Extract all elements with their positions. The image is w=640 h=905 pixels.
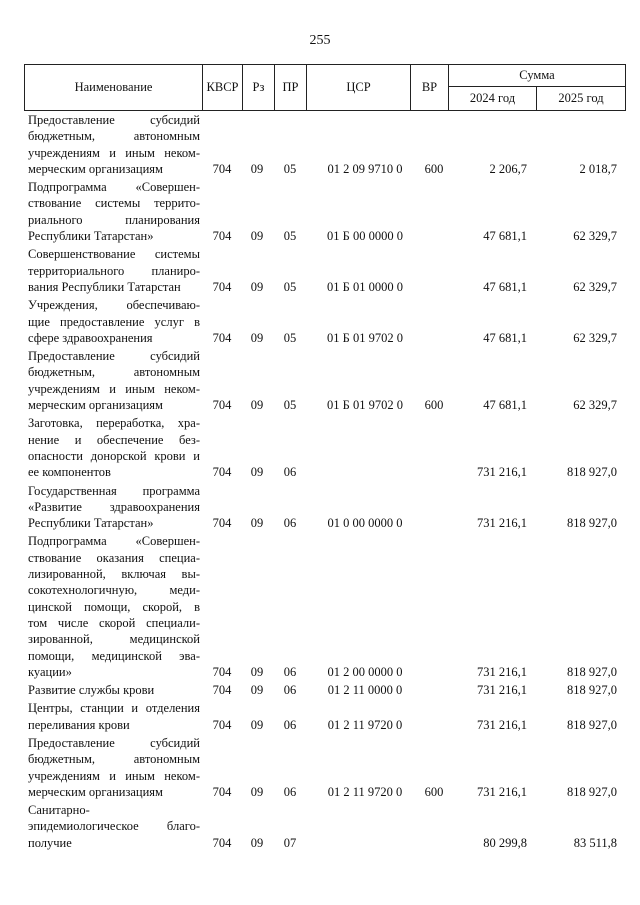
row-rz: 09: [250, 835, 264, 850]
row-sum-2025: 62 329,7: [573, 398, 617, 413]
header-year-2024: 2024 год: [449, 87, 537, 111]
row-name-line: помощи, медицинской эва-: [28, 648, 200, 663]
row-sum-2025: 62 329,7: [573, 229, 617, 244]
table-row: [24, 735, 625, 800]
table-row: [24, 700, 625, 733]
row-name-line: том числе скорой специали-: [28, 615, 200, 630]
table-row: [24, 297, 625, 346]
row-rz: 09: [250, 516, 264, 531]
row-name-line: бюджетным, автономным: [28, 365, 200, 380]
row-sum-2025: 818 927,0: [567, 717, 617, 732]
row-name-line: нение и обеспечение без-: [28, 432, 200, 447]
row-kvsr: 704: [212, 161, 232, 176]
row-pr: 06: [283, 683, 297, 698]
row-name-line: сфере здравоохранения: [28, 330, 153, 345]
row-pr: 05: [283, 229, 297, 244]
header-vr: ВР: [411, 65, 449, 111]
row-name-line: куации»: [28, 664, 72, 679]
row-sum-2025: 818 927,0: [567, 683, 617, 698]
row-sum-2024: 731 216,1: [477, 784, 527, 799]
row-csr: 01 Б 01 9702 0: [327, 330, 403, 345]
table-row: [24, 533, 625, 680]
row-csr: 01 Б 00 0000 0: [327, 229, 403, 244]
row-kvsr: 704: [212, 717, 232, 732]
page-number: 255: [309, 33, 331, 48]
row-name: [24, 483, 200, 532]
row-rz: 09: [250, 229, 264, 244]
row-name: [24, 682, 200, 698]
row-kvsr: 704: [212, 516, 232, 531]
row-name: [24, 802, 200, 851]
table-row: [24, 348, 625, 413]
row-name-line: опасности донорской крови и: [28, 448, 200, 463]
row-rz: 09: [250, 330, 264, 345]
row-pr: 06: [283, 465, 297, 480]
row-sum-2024: 731 216,1: [477, 683, 527, 698]
row-sum-2024: 47 681,1: [483, 279, 527, 294]
row-csr: 01 0 00 0000 0: [327, 516, 403, 531]
row-sum-2024: 731 216,1: [477, 664, 527, 679]
row-kvsr: 704: [212, 835, 232, 850]
row-sum-2024: 731 216,1: [477, 516, 527, 531]
row-sum-2025: 818 927,0: [567, 516, 617, 531]
header-sum: Сумма: [449, 65, 626, 87]
row-name-line: сокотехнологичную, меди-: [28, 583, 200, 598]
row-sum-2024: 47 681,1: [483, 398, 527, 413]
header-kvsr: КВСР: [203, 65, 243, 111]
row-pr: 05: [283, 279, 297, 294]
row-name-line: территориального планиро-: [28, 263, 200, 278]
table-row: [24, 179, 625, 244]
table-body: [24, 112, 625, 853]
row-name-line: учреждениям и иным неком-: [28, 145, 200, 160]
row-name-line: ее компонентов: [28, 465, 111, 480]
row-name: [24, 297, 200, 346]
row-pr: 06: [283, 664, 297, 679]
row-pr: 06: [283, 717, 297, 732]
row-name: [24, 348, 200, 413]
row-name-line: эпидемиологическое благо-: [28, 819, 200, 834]
row-csr: 01 2 11 0000 0: [327, 683, 403, 698]
table-row: [24, 682, 625, 698]
row-kvsr: 704: [212, 664, 232, 679]
row-name-line: «Развитие здравоохранения: [28, 499, 200, 514]
row-sum-2025: 2 018,7: [579, 161, 617, 176]
table-row: [24, 246, 625, 295]
row-name-line: Подпрограмма «Совершен-: [28, 180, 200, 195]
row-name: [24, 533, 200, 680]
row-rz: 09: [250, 784, 264, 799]
row-kvsr: 704: [212, 398, 232, 413]
table-row: [24, 112, 625, 177]
row-rz: 09: [250, 279, 264, 294]
row-rz: 09: [250, 664, 264, 679]
row-name-line: щие предоставление услуг в: [28, 314, 200, 329]
row-name-line: Развитие службы крови: [28, 683, 155, 698]
row-csr: 01 Б 01 0000 0: [327, 279, 403, 294]
row-sum-2024: 2 206,7: [489, 161, 527, 176]
row-name-line: Учреждения, обеспечиваю-: [28, 298, 200, 313]
row-name-line: Предоставление субсидий: [28, 735, 200, 750]
row-name-line: мерческим организациям: [28, 398, 163, 413]
header-rz: Рз: [243, 65, 275, 111]
row-sum-2025: 818 927,0: [567, 465, 617, 480]
header-pr: ПР: [275, 65, 307, 111]
row-name-line: риального планирования: [28, 212, 200, 227]
row-name-line: Предоставление субсидий: [28, 113, 200, 127]
row-name: [24, 735, 200, 800]
row-name-line: бюджетным, автономным: [28, 129, 200, 144]
row-sum-2024: 47 681,1: [483, 229, 527, 244]
row-name: [24, 700, 200, 733]
row-name-line: мерческим организациям: [28, 161, 163, 176]
row-csr: 01 Б 01 9702 0: [327, 398, 403, 413]
row-name: [24, 415, 200, 480]
row-name-line: ствование системы террито-: [28, 196, 200, 211]
row-vr: 600: [424, 784, 444, 799]
row-pr: 06: [283, 784, 297, 799]
row-pr: 06: [283, 516, 297, 531]
row-sum-2025: 83 511,8: [573, 835, 617, 850]
header-name: Наименование: [25, 65, 203, 111]
row-sum-2024: 80 299,8: [483, 835, 527, 850]
row-name-line: учреждениям и иным неком-: [28, 381, 200, 396]
row-pr: 05: [283, 398, 297, 413]
row-name-line: учреждениям и иным неком-: [28, 768, 200, 783]
row-name-line: переливания крови: [28, 717, 130, 732]
table-header: [24, 64, 626, 111]
row-name: [24, 112, 200, 177]
header-year-2025: 2025 год: [537, 87, 626, 111]
row-csr: 01 2 11 9720 0: [327, 717, 403, 732]
row-kvsr: 704: [212, 683, 232, 698]
row-name-line: Совершенствование системы: [28, 247, 200, 262]
row-name-line: зированной, медицинской: [28, 632, 200, 647]
row-name-line: Республики Татарстан»: [28, 229, 154, 244]
row-name-line: Заготовка, переработка, хра-: [28, 416, 200, 431]
row-name-line: Центры, станции и отделения: [28, 701, 200, 716]
row-kvsr: 704: [212, 465, 232, 480]
row-kvsr: 704: [212, 229, 232, 244]
row-pr: 05: [283, 330, 297, 345]
row-rz: 09: [250, 161, 264, 176]
row-kvsr: 704: [212, 279, 232, 294]
row-rz: 09: [250, 465, 264, 480]
row-csr: 01 2 00 0000 0: [327, 664, 403, 679]
row-kvsr: 704: [212, 330, 232, 345]
row-name-line: Государственная программа: [28, 483, 200, 498]
row-rz: 09: [250, 717, 264, 732]
row-rz: 09: [250, 398, 264, 413]
row-vr: 600: [424, 398, 444, 413]
table-row: [24, 802, 625, 851]
row-sum-2025: 62 329,7: [573, 279, 617, 294]
row-name-line: цинской помощи, скорой, в: [28, 599, 200, 614]
row-name-line: бюджетным, автономным: [28, 752, 200, 767]
table-row: [24, 415, 625, 480]
row-name-line: Предоставление субсидий: [28, 349, 200, 364]
row-name: [24, 246, 200, 295]
row-name: [24, 179, 200, 244]
row-sum-2025: 62 329,7: [573, 330, 617, 345]
row-sum-2024: 47 681,1: [483, 330, 527, 345]
row-name-line: Республики Татарстан»: [28, 516, 154, 531]
row-csr: 01 2 11 9720 0: [327, 784, 403, 799]
row-name-line: Санитарно-: [28, 803, 90, 818]
row-name-line: ствование оказания специа-: [28, 550, 200, 565]
row-sum-2024: 731 216,1: [477, 465, 527, 480]
table-row: [24, 483, 625, 532]
row-name-line: Подпрограмма «Совершен-: [28, 534, 200, 549]
row-csr: 01 2 09 9710 0: [327, 161, 403, 176]
header-csr: ЦСР: [307, 65, 411, 111]
row-sum-2024: 731 216,1: [477, 717, 527, 732]
row-name-line: мерческим организациям: [28, 784, 163, 799]
row-sum-2025: 818 927,0: [567, 664, 617, 679]
row-pr: 07: [283, 835, 297, 850]
row-name-line: вания Республики Татарстан: [28, 279, 181, 294]
row-sum-2025: 818 927,0: [567, 784, 617, 799]
row-rz: 09: [250, 683, 264, 698]
row-vr: 600: [424, 161, 444, 176]
row-name-line: получие: [28, 835, 72, 850]
row-name-line: лизированной, включая вы-: [28, 567, 200, 582]
row-pr: 05: [283, 161, 297, 176]
row-kvsr: 704: [212, 784, 232, 799]
